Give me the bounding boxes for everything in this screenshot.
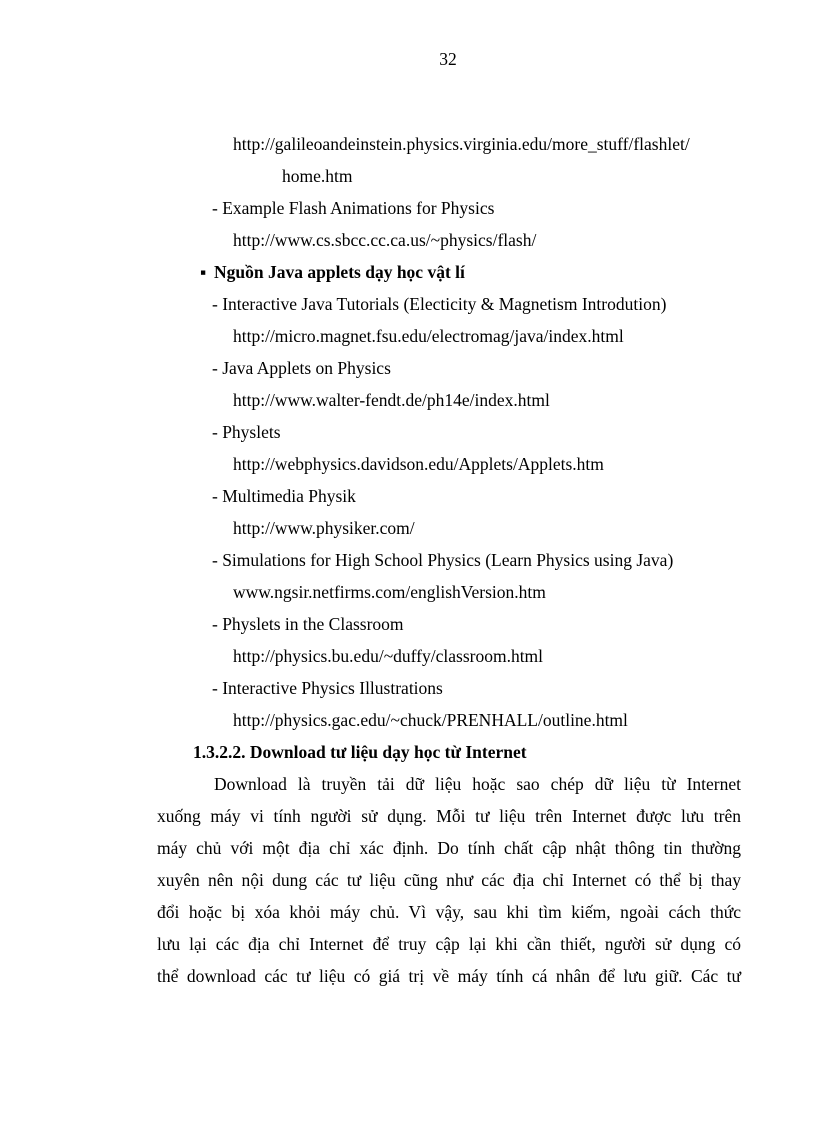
paragraph-line: lưu lại các địa chỉ Internet để truy cập lại khi cần thiết, người sử dụng có	[157, 934, 741, 954]
paragraph-line: xuống máy vi tính người sử dụng. Mỗi tư liệu trên Internet được lưu trên	[157, 806, 741, 826]
list-item-physlets: - Physlets	[212, 422, 281, 442]
url-magnet[interactable]: http://micro.magnet.fsu.edu/electromag/java/index.html	[233, 326, 624, 346]
url-sbcc[interactable]: http://www.cs.sbcc.cc.ca.us/~physics/flash/	[233, 230, 537, 250]
list-item-physlets-classroom: - Physlets in the Classroom	[212, 614, 404, 634]
url-davidson[interactable]: http://webphysics.davidson.edu/Applets/Applets.htm	[233, 454, 604, 474]
paragraph-line: Download là truyền tải dữ liệu hoặc sao chép dữ liệu từ Internet	[214, 774, 741, 794]
java-applets-heading-text: Nguồn Java applets dạy học vật lí	[214, 262, 465, 282]
list-item-interactive-illustrations: - Interactive Physics Illustrations	[212, 678, 443, 698]
paragraph-line: máy chủ với một địa chỉ xác định. Do tính chất cập nhật thông tin thường	[157, 838, 741, 858]
java-applets-heading	[200, 261, 465, 283]
list-item-interactive-java: - Interactive Java Tutorials (Electicity & Magnetism Introdution)	[212, 294, 667, 314]
list-item-java-applets: - Java Applets on Physics	[212, 358, 391, 378]
url-ngsir[interactable]: www.ngsir.netfirms.com/englishVersion.htm	[233, 582, 546, 602]
paragraph-line: đổi hoặc bị xóa khỏi máy chủ. Vì vậy, sau khi tìm kiếm, ngoài cách thức	[157, 902, 741, 922]
url-galileo-line-2[interactable]: home.htm	[282, 166, 353, 186]
square-bullet-icon: ▪	[200, 262, 207, 282]
url-bu-duffy[interactable]: http://physics.bu.edu/~duffy/classroom.html	[233, 646, 544, 666]
url-physiker[interactable]: http://www.physiker.com/	[233, 518, 415, 538]
url-gac-chuck[interactable]: http://physics.gac.edu/~chuck/PRENHALL/outline.html	[233, 710, 628, 730]
section-heading: 1.3.2.2. Download tư liệu dạy học từ Internet	[193, 742, 527, 762]
url-galileo-line-1[interactable]: http://galileoandeinstein.physics.virginia.edu/more_stuff/flashlet/	[233, 134, 690, 154]
url-walter-fendt[interactable]: http://www.walter-fendt.de/ph14e/index.html	[233, 390, 550, 410]
paragraph-line: thể download các tư liệu có giá trị về máy tính cá nhân để lưu giữ. Các tư	[157, 966, 741, 986]
paragraph-line: xuyên nên nội dung các tư liệu cũng như các địa chỉ Internet có thể bị thay	[157, 870, 741, 890]
list-item-example-flash: - Example Flash Animations for Physics	[212, 198, 495, 218]
list-item-simulations: - Simulations for High School Physics (Learn Physics using Java)	[212, 550, 674, 570]
page-number: 32	[439, 49, 457, 69]
list-item-multimedia: - Multimedia Physik	[212, 486, 356, 506]
